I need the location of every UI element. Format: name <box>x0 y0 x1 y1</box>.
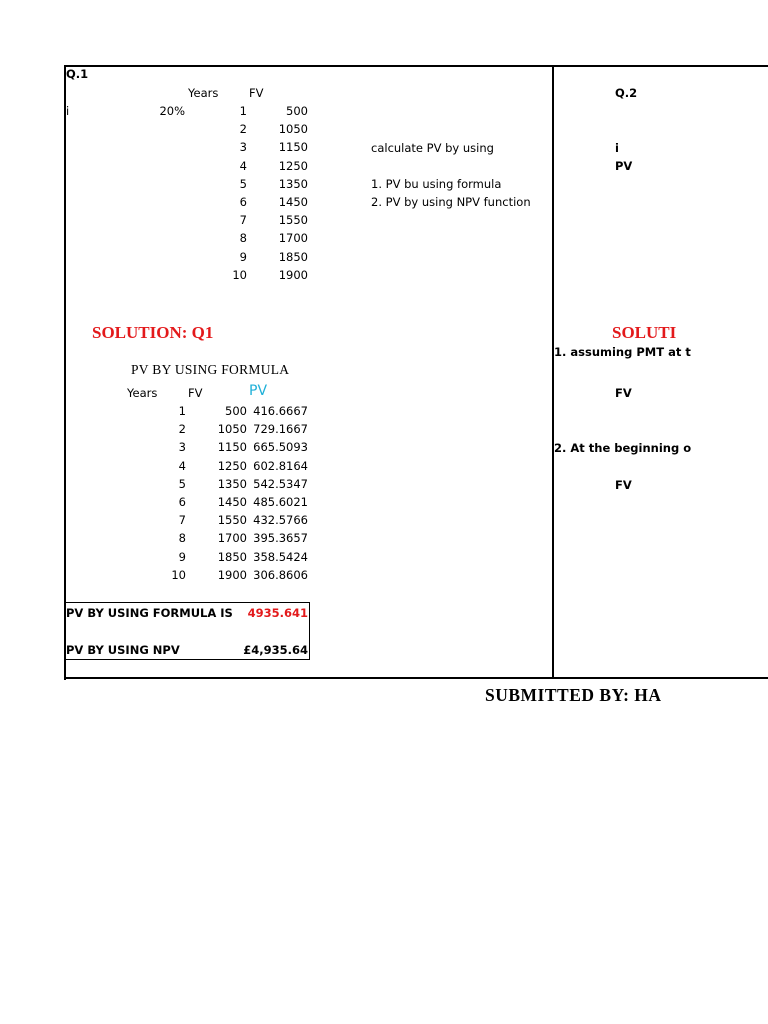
frame-bottom-border <box>64 677 768 679</box>
solution-pv-cell: 729.1667 <box>253 422 308 437</box>
solution-pv-header: PV <box>249 383 268 399</box>
q1-fv-cell: 1250 <box>278 158 308 173</box>
q1-year-cell: 1 <box>239 104 247 118</box>
solution-fv-cell: 1150 <box>217 440 247 455</box>
solution-year-cell: 9 <box>178 549 186 564</box>
frame-top-border <box>64 65 768 67</box>
q1-fv-cell: 500 <box>286 104 308 118</box>
q1-year-cell: 2 <box>239 122 247 137</box>
q1-label: Q.1 <box>66 67 89 81</box>
solution-fv-cell: 1550 <box>217 513 247 528</box>
solution-year-cell: 8 <box>178 531 186 546</box>
solution-year-cell: 1 <box>178 404 186 418</box>
solution-q2-fv-2: FV <box>615 478 632 492</box>
q1-fv-cell: 1350 <box>278 176 308 191</box>
q1-year-cell: 8 <box>239 231 247 246</box>
q1-fv-cell: 1700 <box>278 231 308 246</box>
submitted-by: SUBMITTED BY: HA <box>485 685 662 705</box>
solution-fv-cell: 1900 <box>217 567 247 582</box>
q1-rate: 20% <box>159 104 185 118</box>
solution-fv-header: FV <box>188 386 203 400</box>
q2-i-label: i <box>615 141 619 155</box>
solution-fv-cell: 1050 <box>217 422 247 437</box>
q1-fv-cell: 1450 <box>278 195 308 209</box>
q1-instruction-title: calculate PV by using <box>371 141 494 155</box>
solution-fv-cell: 1450 <box>217 495 247 509</box>
solution-pv-cell: 306.8606 <box>253 567 308 582</box>
q2-label: Q.2 <box>615 86 638 100</box>
q1-year-cell: 10 <box>232 267 247 282</box>
solution-pv-cell: 432.5766 <box>253 513 308 528</box>
solution-pv-cell: 542.5347 <box>253 476 308 491</box>
q1-year-cell: 9 <box>239 249 247 264</box>
q1-year-cell: 5 <box>239 176 247 191</box>
solution-q2-title: SOLUTI <box>612 323 677 342</box>
npv-result-label: PV BY USING NPV <box>66 643 180 657</box>
solution-fv-cell: 500 <box>225 404 247 418</box>
q1-years-header: Years <box>188 86 219 100</box>
solution-q2-note-1: 1. assuming PMT at t <box>554 345 691 359</box>
q1-instruction-item-1: 1. PV bu using formula <box>371 177 502 191</box>
solution-year-cell: 4 <box>178 458 186 473</box>
solution-q1-subtitle: PV BY USING FORMULA <box>131 362 290 377</box>
q1-instruction-item-2: 2. PV by using NPV function <box>371 195 531 209</box>
q1-year-cell: 3 <box>239 140 247 155</box>
formula-result-value: 4935.641 <box>247 606 308 620</box>
solution-year-cell: 6 <box>178 495 186 509</box>
solution-fv-cell: 1250 <box>217 458 247 473</box>
solution-year-cell: 10 <box>171 567 186 582</box>
q1-fv-cell: 1050 <box>278 122 308 137</box>
solution-fv-cell: 1700 <box>217 531 247 546</box>
q1-year-cell: 7 <box>239 213 247 228</box>
q1-fv-cell: 1550 <box>278 213 308 228</box>
solution-pv-cell: 602.8164 <box>253 458 308 473</box>
q1-year-cell: 4 <box>239 158 247 173</box>
solution-fv-cell: 1350 <box>217 476 247 491</box>
q1-i-label: i <box>66 104 70 118</box>
frame-divider <box>552 65 554 679</box>
q1-fv-cell: 1150 <box>278 140 308 155</box>
solution-q2-fv-1: FV <box>615 386 632 400</box>
solution-fv-cell: 1850 <box>217 549 247 564</box>
q1-fv-cell: 1900 <box>278 267 308 282</box>
npv-result-value: £4,935.64 <box>243 643 308 657</box>
solution-pv-cell: 416.6667 <box>253 404 308 418</box>
q1-fv-cell: 1850 <box>278 249 308 264</box>
solution-pv-cell: 358.5424 <box>253 549 308 564</box>
solution-year-cell: 2 <box>178 422 186 437</box>
q1-fv-header: FV <box>249 86 264 100</box>
solution-pv-cell: 485.6021 <box>253 495 308 509</box>
solution-pv-cell: 665.5093 <box>253 440 308 455</box>
solution-pv-cell: 395.3657 <box>253 531 308 546</box>
q2-pv-label: PV <box>615 159 633 173</box>
solution-q1-title: SOLUTION: Q1 <box>92 323 214 342</box>
q1-year-cell: 6 <box>239 195 247 209</box>
solution-q2-note-2: 2. At the beginning o <box>554 441 692 455</box>
solution-year-cell: 5 <box>178 476 186 491</box>
solution-year-cell: 3 <box>178 440 186 455</box>
frame-left-border <box>64 65 66 680</box>
solution-year-cell: 7 <box>178 513 186 528</box>
solution-years-header: Years <box>127 386 158 400</box>
formula-result-label: PV BY USING FORMULA IS <box>66 606 233 620</box>
